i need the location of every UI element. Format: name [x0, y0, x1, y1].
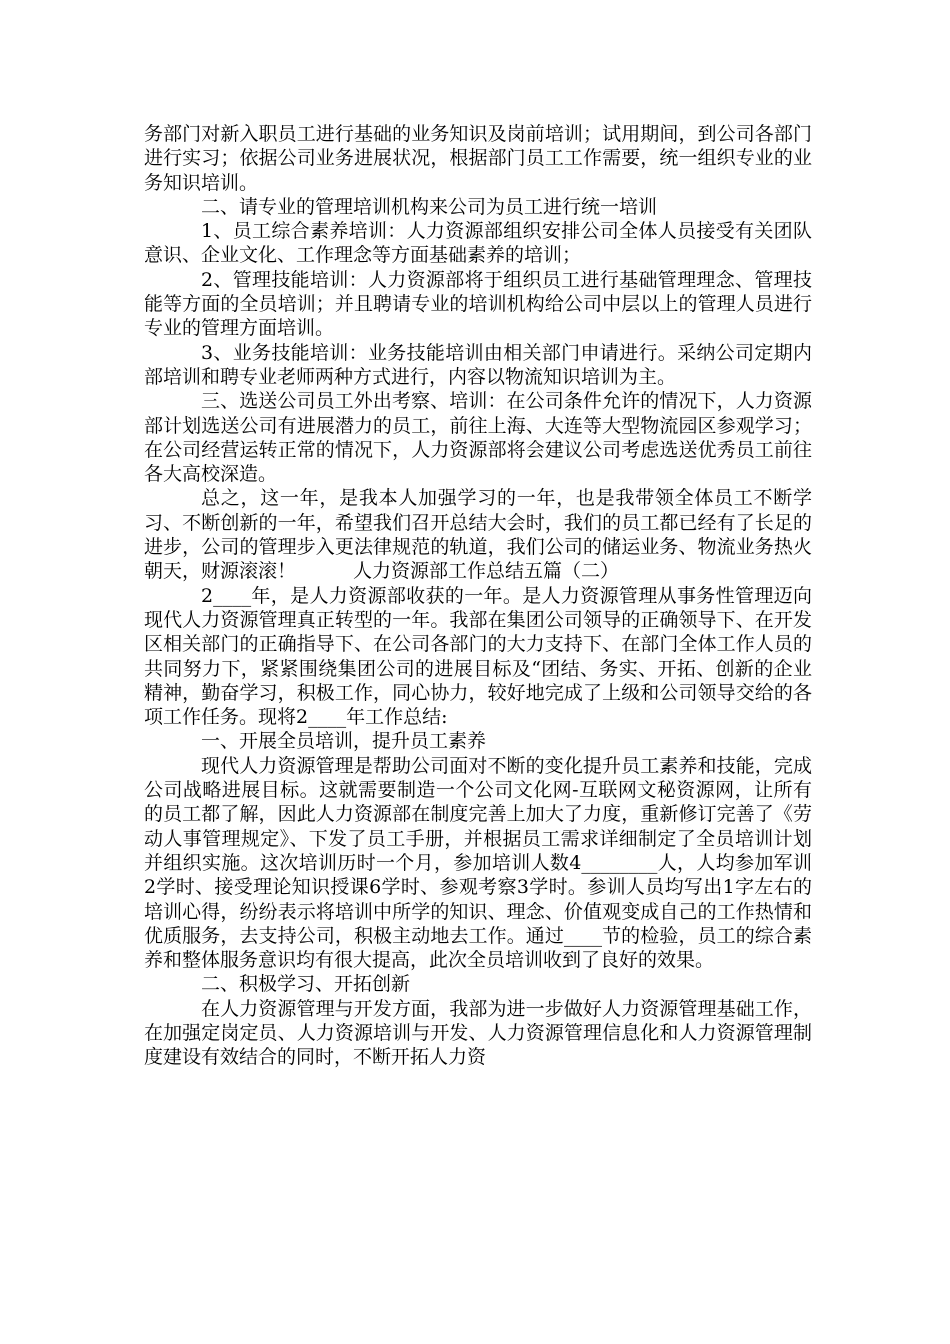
paragraph-7: 总之，这一年，是我本人加强学习的一年，也是我带领全体员工不断学习、不断创新的一年，希望我们召开总结大会时，我们的员工都已经有了长足的进步，公司的管理步入更法律规范的轨道，我们公司的储运业务、物流业务热火朝天，财源滚滚！ 人力资源部工作总结五篇（二）: [144, 487, 812, 583]
paragraph-10: 现代人力资源管理是帮助公司面对不断的变化提升员工素养和技能，完成公司战略进展目标。这就需要制造一个公司文化网-互联网文秘资源网，让所有的员工都了解，因此人力资源部在制度完善上加大了力度，重新修订完善了《劳动人事管理规定》、下发了员工手册，并根据员工需求详细制定了全员培训计划并组织实施。这次培训历时一个月，参加培训人数4________人，人均参加军训2学时、接受理论知识授课6学时、参观考察3学时。参训人员均写出1字左右的培训心得，纷纷表示将培训中所学的知识、理念、价值观变成自己的工作热情和优质服务，去支持公司，积极主动地去工作。通过____节的检验，员工的综合素养和整体服务意识均有很大提高，此次全员培训收到了良好的效果。: [144, 754, 812, 972]
paragraph-4: 2、管理技能培训：人力资源部将于组织员工进行基础管理理念、管理技能等方面的全员培训；并且聘请专业的培训机构给公司中层以上的管理人员进行专业的管理方面培训。: [144, 268, 812, 340]
paragraph-1: 务部门对新入职员工进行基础的业务知识及岗前培训；试用期间，到公司各部门进行实习；依据公司业务进展状况，根据部门员工工作需要，统一组织专业的业务知识培训。: [144, 123, 812, 194]
document-body: [144, 122, 812, 1070]
section-heading-9: 一、开展全员培训，提升员工素养: [201, 730, 487, 753]
section-heading-11: 二、积极学习、开拓创新: [201, 973, 411, 996]
paragraph-12: 在人力资源管理与开发方面，我部为进一步做好人力资源管理基础工作，在加强定岗定员、人力资源培训与开发、人力资源管理信息化和人力资源管理制度建设有效结合的同时，不断开拓人力资: [144, 997, 812, 1069]
section-heading-2: 二、请专业的管理培训机构来公司为员工进行统一培训: [201, 195, 658, 218]
paragraph-6: 三、选送公司员工外出考察、培训：在公司条件允许的情况下，人力资源部计划选送公司有进展潜力的员工，前往上海、大连等大型物流园区参观学习；在公司经营运转正常的情况下，人力资源部将会建议公司考虑选送优秀员工前往各大高校深造。: [144, 390, 812, 486]
paragraph-8: 2____年，是人力资源部收获的一年。是人力资源管理从事务性管理迈向现代人力资源管理真正转型的一年。我部在集团公司领导的正确领导下、在开发区相关部门的正确指导下、在公司各部门的大力支持下、在部门全体工作人员的共同努力下，紧紧围绕集团公司的进展目标及“团结、务实、开拓、创新的企业精神，勤奋学习，积极工作，同心协力，较好地完成了上级和公司领导交给的各项工作任务。现将2____年工作总结:: [144, 584, 812, 729]
paragraph-5: 3、业务技能培训：业务技能培训由相关部门申请进行。采纳公司定期内部培训和聘专业老师两种方式进行，内容以物流知识培训为主。: [144, 341, 812, 388]
paragraph-3: 1、员工综合素养培训：人力资源部组织安排公司全体人员接受有关团队意识、企业文化、工作理念等方面基础素养的培训；: [144, 220, 812, 267]
